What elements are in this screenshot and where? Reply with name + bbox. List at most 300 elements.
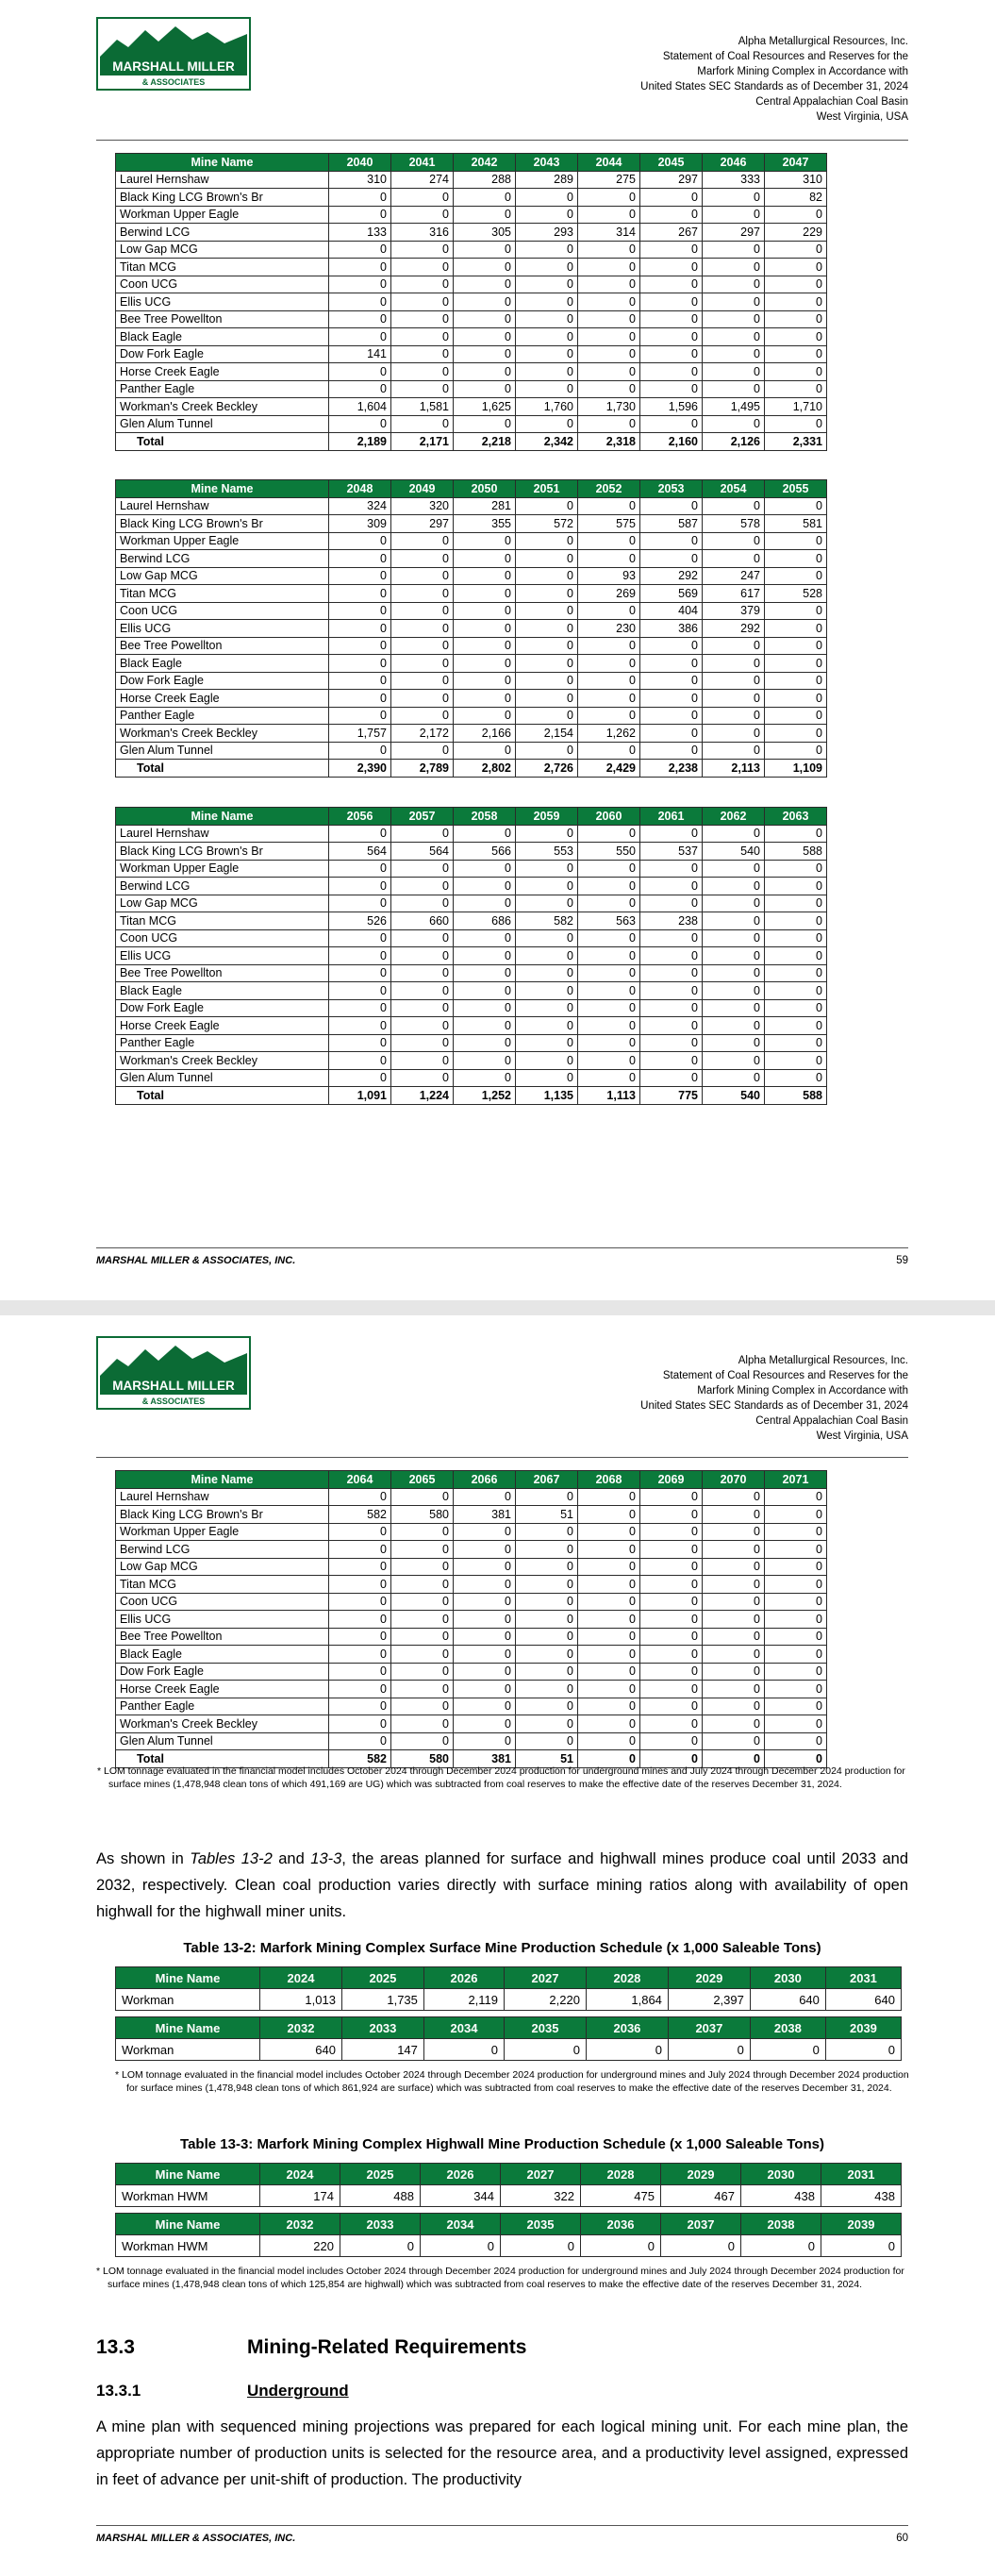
value-cell: 0 — [329, 328, 391, 346]
value-cell: 0 — [423, 2039, 504, 2061]
value-cell: 0 — [454, 532, 516, 550]
value-cell: 0 — [640, 363, 703, 381]
value-cell: 0 — [329, 860, 391, 878]
paragraph-surface-highwall: As shown in Tables 13-2 and 13-3, the areas planned for surface and highwall mines produce coal until 2033 and 2032, respectively. Clean coal production varies directly with surface mining ratios along with availability of open highwall for the highwall miner units. — [96, 1850, 909, 1920]
value-cell: 0 — [765, 947, 827, 965]
mine-name-cell: Total — [116, 433, 329, 451]
column-header-year: 2039 — [821, 2214, 902, 2235]
column-header-year: 2035 — [505, 2017, 587, 2039]
schedule-table-2056-2063 — [115, 807, 827, 1105]
column-header-mine-name: Mine Name — [116, 808, 329, 826]
value-cell: 0 — [391, 655, 454, 673]
value-cell: 0 — [703, 380, 765, 398]
value-cell: 564 — [391, 843, 454, 861]
value-cell: 0 — [391, 1663, 454, 1681]
mine-name-cell: Berwind LCG — [116, 878, 329, 895]
value-cell: 0 — [703, 1576, 765, 1594]
value-cell: 0 — [765, 878, 827, 895]
footer-divider — [96, 2525, 908, 2526]
value-cell: 526 — [329, 912, 391, 930]
value-cell: 2,160 — [640, 433, 703, 451]
value-cell: 0 — [454, 1541, 516, 1559]
svg-text:& ASSOCIATES: & ASSOCIATES — [141, 77, 206, 87]
value-cell: 0 — [640, 1576, 703, 1594]
value-cell: 0 — [640, 206, 703, 224]
value-cell: 0 — [703, 259, 765, 276]
column-header-year: 2036 — [581, 2214, 661, 2235]
value-cell: 0 — [329, 655, 391, 673]
mine-name-cell: Panther Eagle — [116, 707, 329, 725]
value-cell: 0 — [640, 672, 703, 690]
value-cell: 0 — [391, 310, 454, 328]
value-cell: 0 — [661, 2235, 741, 2257]
table-row — [116, 982, 827, 1000]
table-row — [116, 602, 827, 620]
value-cell: 0 — [578, 380, 640, 398]
table-row — [116, 825, 827, 843]
table-13-3 — [115, 2163, 902, 2257]
column-header-year: 2058 — [454, 808, 516, 826]
value-cell: 0 — [703, 1541, 765, 1559]
value-cell: 0 — [516, 1611, 578, 1629]
value-cell: 0 — [703, 999, 765, 1017]
header-line: West Virginia, USA — [816, 111, 908, 123]
table-row — [116, 1558, 827, 1576]
footer-company: MARSHAL MILLER & ASSOCIATES, INC. — [96, 1255, 296, 1266]
mine-name-cell: Workman's Creek Beckley — [116, 725, 329, 743]
value-cell: 229 — [765, 224, 827, 242]
value-cell: 0 — [765, 497, 827, 515]
value-cell: 0 — [454, 363, 516, 381]
value-cell: 0 — [765, 1558, 827, 1576]
value-cell: 0 — [765, 1506, 827, 1524]
value-cell: 0 — [454, 1576, 516, 1594]
spacer-cell — [116, 2207, 902, 2214]
value-cell: 0 — [516, 345, 578, 363]
value-cell: 0 — [516, 742, 578, 760]
value-cell: 0 — [516, 672, 578, 690]
value-cell: 0 — [329, 1732, 391, 1750]
value-cell: 0 — [454, 1681, 516, 1698]
value-cell: 0 — [454, 276, 516, 293]
value-cell: 0 — [454, 1593, 516, 1611]
value-cell: 2,342 — [516, 433, 578, 451]
value-cell: 0 — [454, 929, 516, 947]
table-row — [116, 1069, 827, 1087]
table-row — [116, 206, 827, 224]
mine-name-cell: Total — [116, 1087, 329, 1105]
footer-company: MARSHAL MILLER & ASSOCIATES, INC. — [96, 2533, 296, 2544]
value-cell: 0 — [391, 532, 454, 550]
value-cell: 0 — [516, 1663, 578, 1681]
value-cell: 0 — [454, 1034, 516, 1052]
mine-name-cell: Ellis UCG — [116, 947, 329, 965]
value-cell: 0 — [578, 690, 640, 708]
value-cell: 0 — [516, 602, 578, 620]
value-cell: 587 — [640, 515, 703, 533]
value-cell: 488 — [340, 2185, 421, 2207]
value-cell: 0 — [765, 620, 827, 638]
value-cell: 0 — [765, 1715, 827, 1733]
mine-name-cell: Titan MCG — [116, 912, 329, 930]
value-cell: 0 — [765, 293, 827, 311]
value-cell: 0 — [578, 672, 640, 690]
value-cell: 0 — [329, 895, 391, 912]
mine-name-cell: Workman Upper Eagle — [116, 532, 329, 550]
schedule-table — [115, 479, 827, 778]
value-cell: 0 — [516, 241, 578, 259]
value-cell: 0 — [825, 2039, 901, 2061]
value-cell: 322 — [501, 2185, 581, 2207]
value-cell: 0 — [516, 637, 578, 655]
value-cell: 0 — [516, 1541, 578, 1559]
value-cell: 0 — [454, 878, 516, 895]
value-cell: 0 — [516, 895, 578, 912]
value-cell: 0 — [329, 550, 391, 568]
value-cell: 0 — [703, 1715, 765, 1733]
mine-name-cell: Berwind LCG — [116, 1541, 329, 1559]
value-cell: 0 — [765, 1646, 827, 1664]
column-header-year: 2055 — [765, 480, 827, 498]
table-header-row — [116, 808, 827, 826]
value-cell: 0 — [640, 707, 703, 725]
value-cell: 0 — [329, 878, 391, 895]
mine-name-cell: Bee Tree Powellton — [116, 1628, 329, 1646]
value-cell: 0 — [516, 1052, 578, 1070]
value-cell: 0 — [640, 1034, 703, 1052]
table-spacer-row — [116, 2011, 902, 2017]
mine-name-cell: Panther Eagle — [116, 1034, 329, 1052]
value-cell: 267 — [640, 224, 703, 242]
mine-name-cell: Workman — [116, 1989, 260, 2011]
value-cell: 0 — [578, 1069, 640, 1087]
column-header-year: 2024 — [260, 1967, 342, 1989]
value-cell: 0 — [765, 707, 827, 725]
value-cell: 0 — [703, 532, 765, 550]
value-cell: 0 — [765, 999, 827, 1017]
table-reference: 13-3 — [310, 1850, 342, 1867]
value-cell: 0 — [640, 999, 703, 1017]
value-cell: 0 — [454, 328, 516, 346]
value-cell: 0 — [454, 189, 516, 207]
column-header-year: 2045 — [640, 154, 703, 172]
value-cell: 0 — [765, 241, 827, 259]
table-row — [116, 1663, 827, 1681]
value-cell: 0 — [765, 1523, 827, 1541]
value-cell: 0 — [765, 206, 827, 224]
schedule-table — [115, 1470, 827, 1768]
column-header-mine-name: Mine Name — [116, 2017, 260, 2039]
table-row — [116, 293, 827, 311]
value-cell: 0 — [516, 363, 578, 381]
table-row — [116, 878, 827, 895]
value-cell: 0 — [578, 895, 640, 912]
mine-name-cell: Ellis UCG — [116, 620, 329, 638]
value-cell: 0 — [340, 2235, 421, 2257]
column-header-year: 2052 — [578, 480, 640, 498]
value-cell: 0 — [578, 1541, 640, 1559]
footer-divider — [96, 1247, 908, 1248]
value-cell: 0 — [578, 345, 640, 363]
table-header-row — [116, 154, 827, 172]
value-cell: 0 — [329, 1541, 391, 1559]
value-cell: 0 — [391, 742, 454, 760]
value-cell: 0 — [391, 602, 454, 620]
mine-name-cell: Glen Alum Tunnel — [116, 1732, 329, 1750]
value-cell: 0 — [454, 620, 516, 638]
value-cell: 0 — [391, 1593, 454, 1611]
value-cell: 0 — [640, 1488, 703, 1506]
value-cell: 0 — [765, 742, 827, 760]
mine-name-cell: Glen Alum Tunnel — [116, 415, 329, 433]
value-cell: 0 — [454, 672, 516, 690]
value-cell: 0 — [454, 550, 516, 568]
value-cell: 0 — [581, 2235, 661, 2257]
value-cell: 0 — [516, 585, 578, 603]
column-header-year: 2024 — [260, 2164, 340, 2185]
value-cell: 288 — [454, 171, 516, 189]
mine-name-cell: Black King LCG Brown's Br — [116, 1506, 329, 1524]
value-cell: 147 — [341, 2039, 423, 2061]
column-header-year: 2025 — [340, 2164, 421, 2185]
value-cell: 0 — [391, 878, 454, 895]
table-row — [116, 947, 827, 965]
table-row — [116, 1052, 827, 1070]
table-row — [116, 1646, 827, 1664]
value-cell: 0 — [454, 1052, 516, 1070]
column-header-year: 2065 — [391, 1471, 454, 1489]
table-row — [116, 2185, 902, 2207]
value-cell: 0 — [516, 690, 578, 708]
value-cell: 0 — [578, 1750, 640, 1768]
value-cell: 0 — [329, 293, 391, 311]
value-cell: 1,135 — [516, 1087, 578, 1105]
value-cell: 0 — [454, 585, 516, 603]
value-cell: 0 — [329, 310, 391, 328]
mine-name-cell: Low Gap MCG — [116, 895, 329, 912]
value-cell: 1,581 — [391, 398, 454, 416]
table-row — [116, 2235, 902, 2257]
value-cell: 0 — [454, 1698, 516, 1715]
value-cell: 0 — [578, 241, 640, 259]
value-cell: 0 — [765, 532, 827, 550]
value-cell: 0 — [516, 929, 578, 947]
value-cell: 0 — [454, 1663, 516, 1681]
value-cell: 386 — [640, 620, 703, 638]
marshall-miller-logo — [96, 17, 251, 91]
column-header-year: 2035 — [501, 2214, 581, 2235]
value-cell: 0 — [454, 415, 516, 433]
mine-name-cell: Workman Upper Eagle — [116, 1523, 329, 1541]
value-cell: 0 — [765, 1732, 827, 1750]
value-cell: 0 — [454, 602, 516, 620]
column-header-year: 2027 — [501, 2164, 581, 2185]
mine-name-cell: Laurel Hernshaw — [116, 825, 329, 843]
value-cell: 1,224 — [391, 1087, 454, 1105]
value-cell: 2,166 — [454, 725, 516, 743]
mine-name-cell: Workman Upper Eagle — [116, 206, 329, 224]
value-cell: 0 — [391, 707, 454, 725]
document-header — [342, 1353, 908, 1444]
value-cell: 0 — [765, 259, 827, 276]
table-row — [116, 1611, 827, 1629]
value-cell: 1,625 — [454, 398, 516, 416]
value-cell: 0 — [703, 655, 765, 673]
value-cell: 0 — [703, 1750, 765, 1768]
value-cell: 0 — [391, 206, 454, 224]
mine-name-cell: Laurel Hernshaw — [116, 1488, 329, 1506]
column-header-year: 2068 — [578, 1471, 640, 1489]
value-cell: 0 — [765, 860, 827, 878]
value-cell: 0 — [391, 637, 454, 655]
value-cell: 292 — [640, 567, 703, 585]
value-cell: 2,220 — [505, 1989, 587, 2011]
value-cell: 580 — [391, 1750, 454, 1768]
column-header-year: 2053 — [640, 480, 703, 498]
value-cell: 1,864 — [586, 1989, 668, 2011]
value-cell: 0 — [578, 637, 640, 655]
value-cell: 0 — [516, 655, 578, 673]
mine-name-cell: Glen Alum Tunnel — [116, 1069, 329, 1087]
table-row — [116, 843, 827, 861]
column-header-mine-name: Mine Name — [116, 154, 329, 172]
value-cell: 0 — [640, 1698, 703, 1715]
value-cell: 0 — [640, 1750, 703, 1768]
value-cell: 0 — [703, 1593, 765, 1611]
value-cell: 82 — [765, 189, 827, 207]
column-header-year: 2064 — [329, 1471, 391, 1489]
svg-text:MARSHALL MILLER: MARSHALL MILLER — [112, 1379, 235, 1393]
footnote-surface-lom: * LOM tonnage evaluated in the financial model includes October 2024 through December 2024 production for underground mines and July 2024 through December 2024 production for surface mines (1,478,948 clean tons of which 861,924 are surface) which was subtracted from coal reserves to make the effective date of the reserves December 31, 2024. — [115, 2069, 909, 2094]
value-cell: 0 — [391, 259, 454, 276]
column-header-year: 2041 — [391, 154, 454, 172]
value-cell: 2,189 — [329, 433, 391, 451]
value-cell: 247 — [703, 567, 765, 585]
value-cell: 0 — [765, 602, 827, 620]
value-cell: 0 — [329, 1681, 391, 1698]
value-cell: 0 — [454, 895, 516, 912]
section-heading-13-3: 13.3 Mining-Related Requirements — [96, 2336, 527, 2358]
value-cell: 0 — [329, 363, 391, 381]
value-cell: 0 — [750, 2039, 825, 2061]
value-cell: 0 — [391, 860, 454, 878]
value-cell: 0 — [703, 415, 765, 433]
mine-name-cell: Dow Fork Eagle — [116, 1663, 329, 1681]
value-cell: 309 — [329, 515, 391, 533]
value-cell: 0 — [703, 1611, 765, 1629]
value-cell: 0 — [578, 1523, 640, 1541]
value-cell: 381 — [454, 1750, 516, 1768]
spacer-cell — [116, 2011, 902, 2017]
column-header-year: 2038 — [750, 2017, 825, 2039]
header-line: Alpha Metallurgical Resources, Inc. — [738, 36, 908, 47]
value-cell: 0 — [391, 947, 454, 965]
value-cell: 269 — [578, 585, 640, 603]
value-cell: 0 — [703, 1017, 765, 1035]
value-cell: 51 — [516, 1506, 578, 1524]
value-cell: 467 — [661, 2185, 741, 2207]
value-cell: 0 — [391, 620, 454, 638]
value-cell: 0 — [454, 637, 516, 655]
table-row — [116, 929, 827, 947]
value-cell: 0 — [640, 1558, 703, 1576]
value-cell: 0 — [329, 1523, 391, 1541]
value-cell: 2,390 — [329, 760, 391, 778]
mine-name-cell: Ellis UCG — [116, 293, 329, 311]
value-cell: 0 — [578, 206, 640, 224]
value-cell: 0 — [765, 1052, 827, 1070]
value-cell: 0 — [454, 1488, 516, 1506]
value-cell: 0 — [578, 1034, 640, 1052]
value-cell: 0 — [765, 672, 827, 690]
column-header-year: 2059 — [516, 808, 578, 826]
value-cell: 0 — [454, 345, 516, 363]
value-cell: 0 — [765, 1698, 827, 1715]
value-cell: 0 — [329, 1593, 391, 1611]
value-cell: 0 — [765, 895, 827, 912]
mine-name-cell: Low Gap MCG — [116, 241, 329, 259]
column-header-mine-name: Mine Name — [116, 2164, 260, 2185]
value-cell: 0 — [578, 293, 640, 311]
mine-name-cell: Workman's Creek Beckley — [116, 398, 329, 416]
value-cell: 0 — [329, 620, 391, 638]
value-cell: 0 — [703, 1698, 765, 1715]
value-cell: 0 — [329, 602, 391, 620]
value-cell: 0 — [703, 637, 765, 655]
schedule-table — [115, 807, 827, 1105]
value-cell: 51 — [516, 1750, 578, 1768]
column-header-year: 2061 — [640, 808, 703, 826]
value-cell: 310 — [765, 171, 827, 189]
value-cell: 775 — [640, 1087, 703, 1105]
value-cell: 0 — [640, 345, 703, 363]
value-cell: 0 — [640, 947, 703, 965]
value-cell: 0 — [329, 1628, 391, 1646]
value-cell: 686 — [454, 912, 516, 930]
value-cell: 2,119 — [423, 1989, 504, 2011]
paragraph-underground-mine-plan: A mine plan with sequenced mining projections was prepared for each logical mining unit. For each mine plan, the appropriate number of production units is selected for the resource area, and a productivity level assigned, expressed in feet of advance per unit-shift of production. The productivity — [96, 2418, 908, 2488]
mine-name-cell: Titan MCG — [116, 1576, 329, 1594]
marshall-miller-logo — [96, 1336, 251, 1410]
mine-name-cell: Ellis UCG — [116, 1611, 329, 1629]
value-cell: 0 — [329, 1646, 391, 1664]
header-line: Central Appalachian Coal Basin — [755, 96, 908, 108]
table-row — [116, 707, 827, 725]
mine-name-cell: Workman Upper Eagle — [116, 860, 329, 878]
value-cell: 0 — [391, 550, 454, 568]
value-cell: 0 — [703, 1663, 765, 1681]
value-cell: 0 — [578, 532, 640, 550]
value-cell: 0 — [516, 1488, 578, 1506]
value-cell: 297 — [640, 171, 703, 189]
table-row — [116, 895, 827, 912]
table-row — [116, 964, 827, 982]
value-cell: 0 — [391, 1558, 454, 1576]
value-cell: 0 — [516, 1715, 578, 1733]
value-cell: 528 — [765, 585, 827, 603]
value-cell: 0 — [516, 1681, 578, 1698]
value-cell: 0 — [391, 415, 454, 433]
value-cell: 0 — [329, 999, 391, 1017]
value-cell: 0 — [703, 929, 765, 947]
value-cell: 0 — [703, 363, 765, 381]
value-cell: 2,238 — [640, 760, 703, 778]
value-cell: 0 — [391, 1715, 454, 1733]
value-cell: 0 — [640, 550, 703, 568]
value-cell: 617 — [703, 585, 765, 603]
value-cell: 0 — [454, 1646, 516, 1664]
header-line: Statement of Coal Resources and Reserves for the — [662, 51, 908, 62]
